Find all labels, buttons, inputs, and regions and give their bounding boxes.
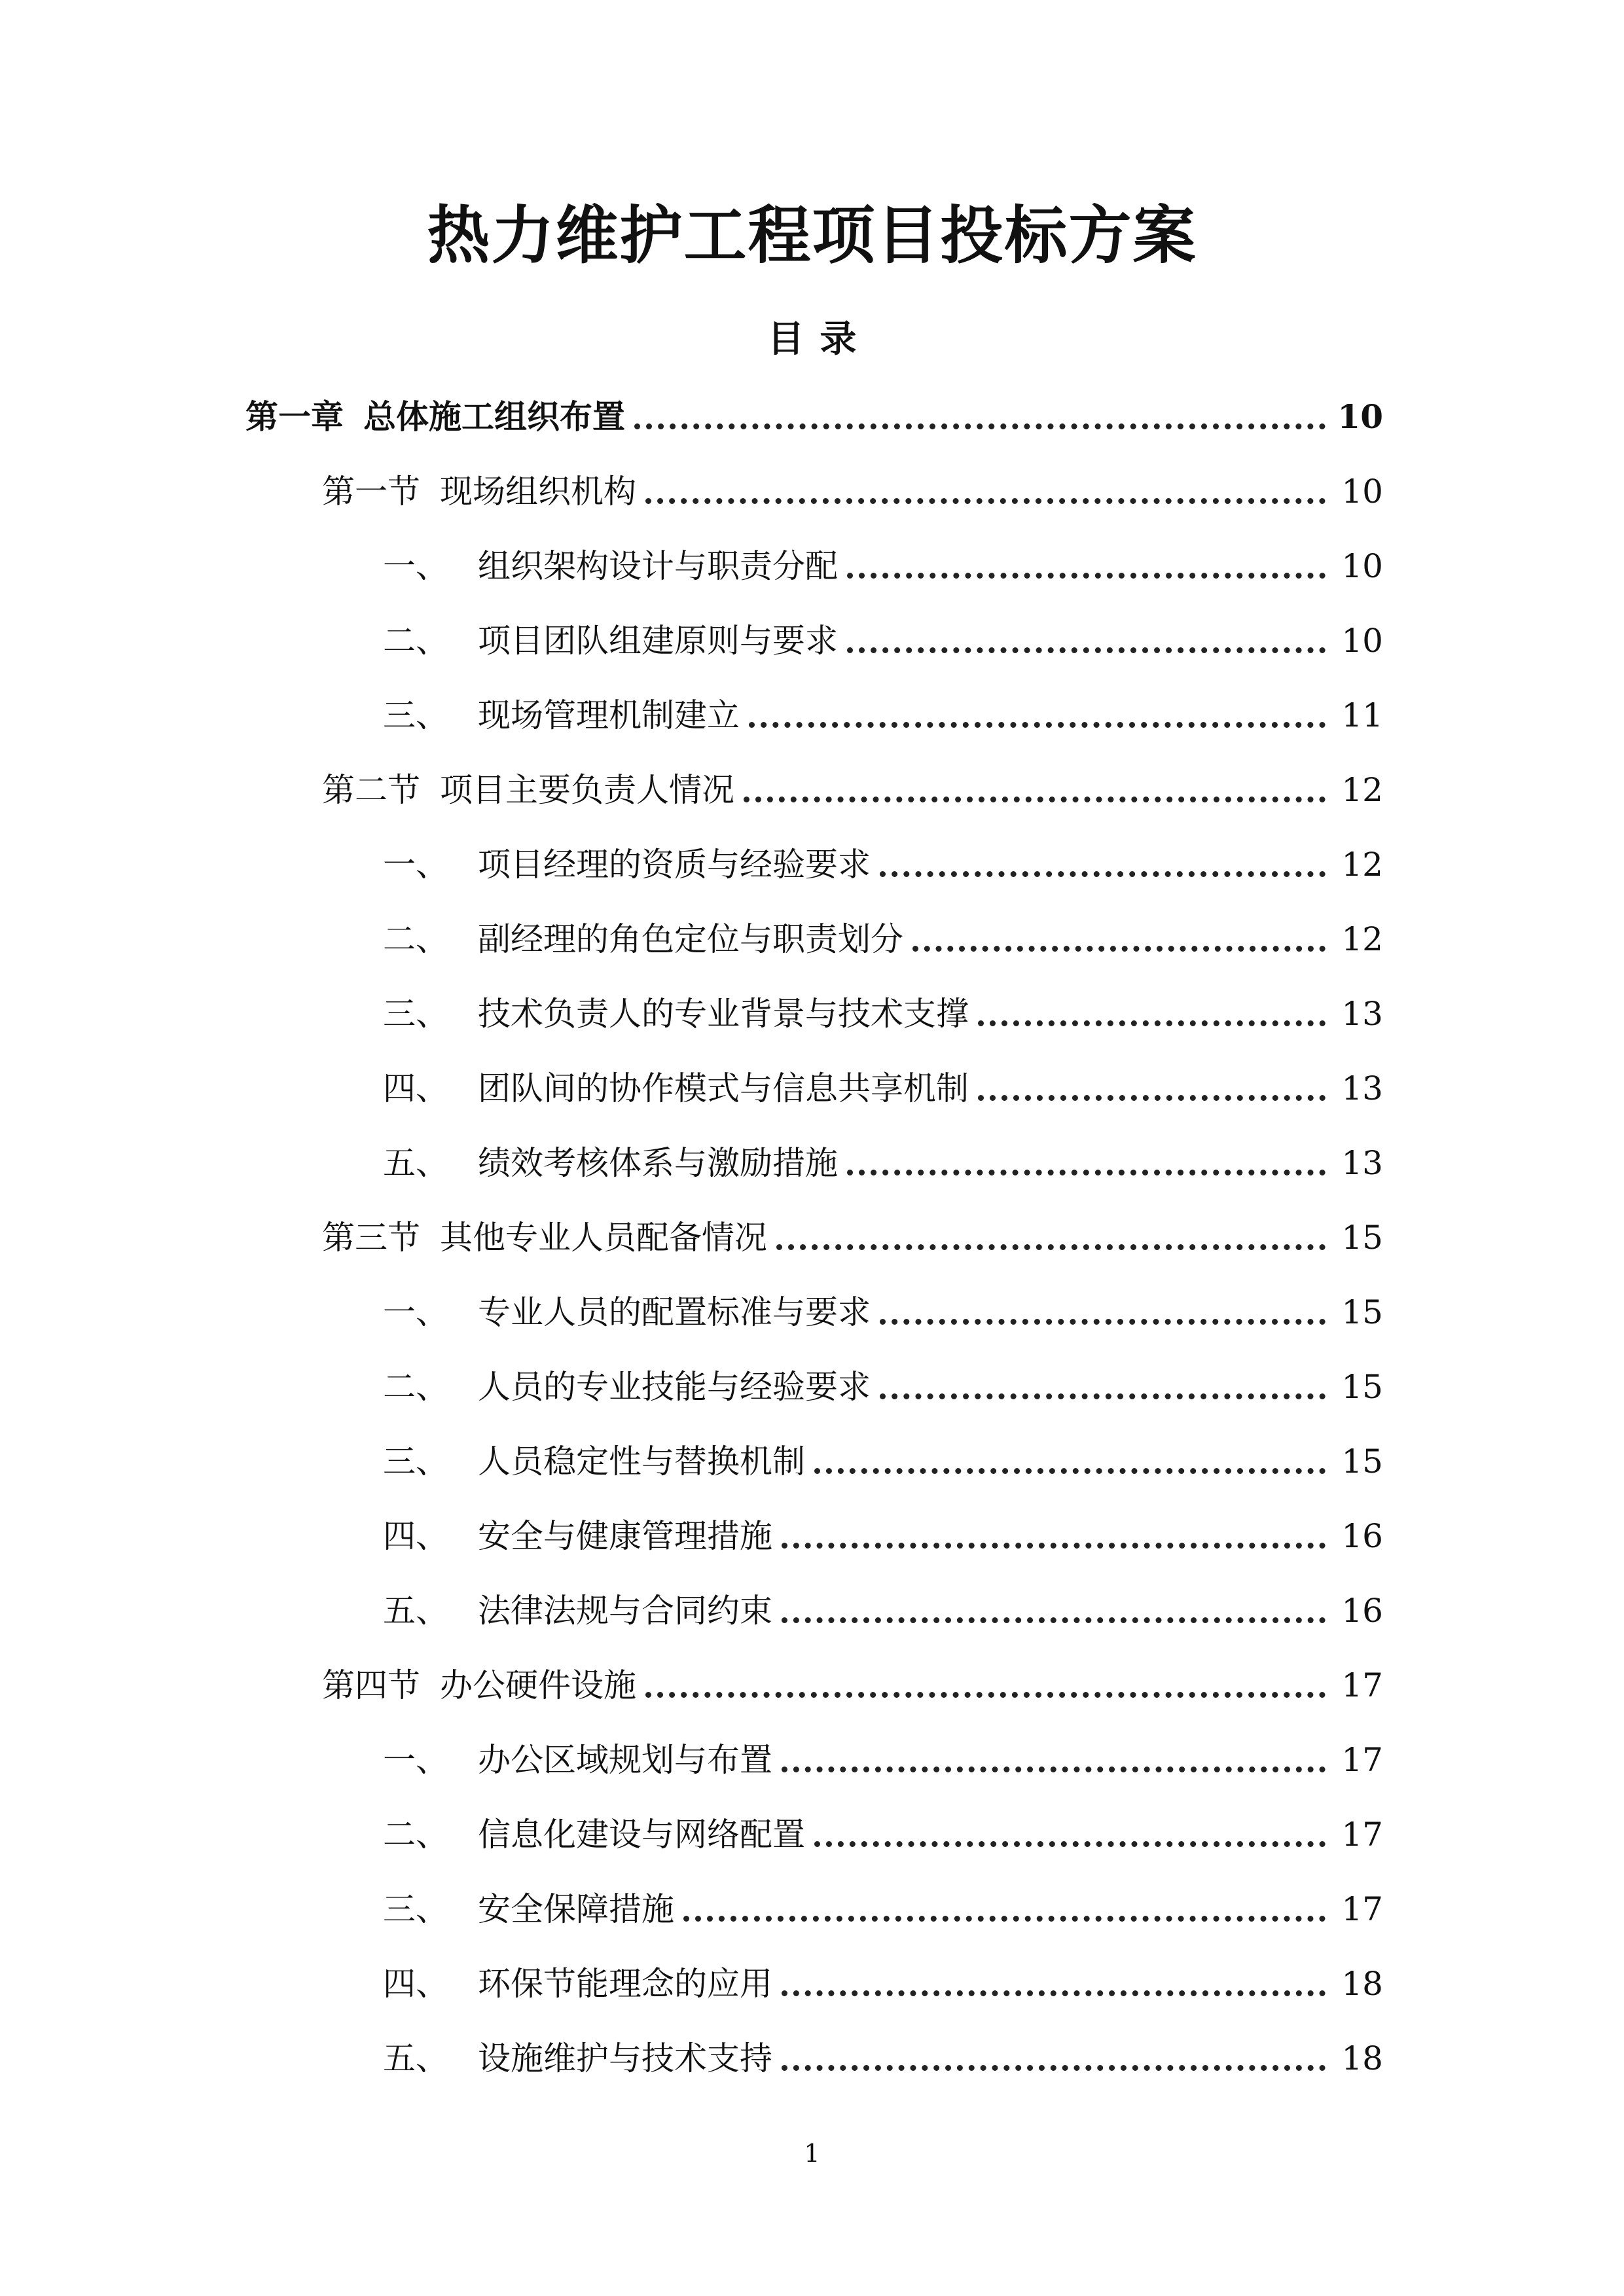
toc-entry-number: 五、 [383,2039,448,2077]
toc-chapter-entry[interactable] [0,380,1624,454]
toc-entry-title: 项目团队组建原则与要求 [478,622,838,660]
toc-entry-page-number: 10 [1341,473,1383,511]
toc-entry-label [383,1364,871,1410]
toc-entry-page-number: 15 [1341,1219,1383,1257]
toc-entry-title: 法律法规与合同约束 [478,1592,772,1630]
toc-entry-page-number: 16 [1341,1592,1383,1630]
toc-subsection-entry[interactable] [0,1350,1624,1424]
toc-entry-label [322,1662,636,1708]
toc-entry-number: 二、 [383,1816,448,1854]
toc-entry-number: 四、 [383,1517,448,1555]
toc-entry-title: 安全与健康管理措施 [478,1517,772,1555]
toc-entry-title: 总体施工组织布置 [363,397,625,436]
toc-entry-page-number: 12 [1341,846,1383,884]
dot-leader [782,1990,1326,1996]
toc-entry-page-number: 13 [1341,1144,1383,1182]
toc-entry-label [383,2036,772,2081]
toc-subsection-entry[interactable] [0,1499,1624,1573]
dot-leader [814,1468,1326,1474]
toc-entry-title: 副经理的角色定位与职责划分 [478,920,903,958]
toc-subsection-entry[interactable] [0,977,1624,1051]
toc-entry-label [383,1961,772,2007]
table-of-contents [0,380,1624,2096]
toc-subsection-entry[interactable] [0,529,1624,603]
toc-entry-page-number: 12 [1341,920,1383,958]
dot-leader [880,1319,1326,1325]
toc-entry-number: 五、 [383,1144,448,1182]
toc-entry-label [383,543,838,589]
toc-entry-label [383,1066,969,1111]
dot-leader [880,1393,1326,1399]
toc-entry-number: 一、 [383,1741,448,1779]
dot-leader [847,1170,1326,1175]
toc-entry-number: 四、 [383,1069,448,1107]
toc-entry-number: 一、 [383,846,448,884]
toc-entry-label [322,767,734,813]
toc-entry-title: 环保节能理念的应用 [478,1965,772,2003]
toc-section-entry[interactable] [0,454,1624,529]
toc-entry-number: 四、 [383,1965,448,2003]
toc-section-entry[interactable] [0,753,1624,827]
toc-subsection-entry[interactable] [0,1723,1624,1797]
toc-entry-title: 设施维护与技术支持 [478,2039,772,2077]
dot-leader [782,1617,1326,1623]
toc-entry-title: 其他专业人员配备情况 [440,1219,767,1257]
toc-section-entry[interactable] [0,1200,1624,1275]
toc-entry-label [383,1588,772,1634]
toc-entry-title: 绩效考核体系与激励措施 [478,1144,838,1182]
toc-entry-title: 技术负责人的专业背景与技术支撑 [478,995,969,1033]
toc-entry-number: 五、 [383,1592,448,1630]
toc-entry-title: 现场管理机制建立 [478,696,740,734]
toc-subsection-entry[interactable] [0,1051,1624,1126]
toc-entry-title: 办公区域规划与布置 [478,1741,772,1779]
toc-entry-title: 安全保障措施 [478,1890,674,1928]
dot-leader [634,423,1326,429]
toc-subsection-entry[interactable] [0,1946,1624,2021]
toc-entry-label [383,1513,772,1559]
toc-entry-number: 第四节 [322,1666,420,1704]
page-number: 1 [804,2139,820,2168]
toc-heading: 目录 [767,317,873,361]
toc-entry-page-number: 18 [1341,1965,1383,2003]
toc-entry-label [383,692,740,738]
toc-entry-page-number: 17 [1341,1741,1383,1779]
toc-entry-number: 第一章 [245,397,344,436]
toc-subsection-entry[interactable] [0,603,1624,678]
toc-entry-number: 三、 [383,1443,448,1480]
toc-entry-label [383,1140,838,1186]
dot-leader [847,647,1326,653]
toc-entry-number: 一、 [383,1293,448,1331]
toc-entry-title: 项目经理的资质与经验要求 [478,846,871,884]
dot-leader [782,1543,1326,1549]
dot-leader [912,946,1326,952]
dot-leader [782,1767,1326,1772]
dot-leader [744,797,1326,802]
dot-leader [776,1244,1326,1250]
toc-entry-title: 组织架构设计与职责分配 [478,547,838,585]
toc-entry-title: 项目主要负责人情况 [440,771,734,809]
toc-subsection-entry[interactable] [0,1275,1624,1350]
document-title: 热力维护工程项目投标方案 [427,198,1197,272]
toc-entry-page-number: 10 [1341,622,1383,660]
toc-entry-label [383,618,838,664]
toc-entry-number: 第一节 [322,473,420,511]
toc-entry-label [383,916,903,962]
toc-subsection-entry[interactable] [0,1872,1624,1946]
toc-entry-number: 三、 [383,1890,448,1928]
toc-entry-page-number: 16 [1341,1517,1383,1555]
dot-leader [645,498,1326,504]
dot-leader [683,1916,1326,1922]
toc-subsection-entry[interactable] [0,2021,1624,2096]
toc-entry-page-number: 17 [1341,1890,1383,1928]
toc-entry-title: 现场组织机构 [440,473,636,511]
toc-subsection-entry[interactable] [0,827,1624,902]
toc-subsection-entry[interactable] [0,678,1624,753]
toc-entry-label [245,394,625,440]
toc-entry-number: 一、 [383,547,448,585]
toc-entry-number: 二、 [383,622,448,660]
toc-entry-page-number: 10 [1337,397,1383,436]
toc-entry-title: 人员稳定性与替换机制 [478,1443,805,1480]
toc-entry-label [383,1289,871,1335]
toc-entry-label [383,1886,674,1932]
toc-entry-page-number: 15 [1341,1368,1383,1406]
toc-entry-number: 第三节 [322,1219,420,1257]
toc-entry-page-number: 17 [1341,1666,1383,1704]
toc-entry-label [322,1215,767,1261]
toc-entry-title: 信息化建设与网络配置 [478,1816,805,1854]
toc-entry-page-number: 10 [1341,547,1383,585]
dot-leader [749,722,1326,728]
toc-entry-label [383,991,969,1037]
toc-subsection-entry[interactable] [0,1573,1624,1648]
toc-entry-title: 团队间的协作模式与信息共享机制 [478,1069,969,1107]
toc-entry-number: 三、 [383,696,448,734]
dot-leader [978,1020,1326,1026]
toc-entry-label [322,469,636,514]
toc-entry-page-number: 11 [1341,696,1383,734]
toc-subsection-entry[interactable] [0,1126,1624,1200]
toc-entry-page-number: 12 [1341,771,1383,809]
dot-leader [978,1095,1326,1101]
toc-entry-page-number: 15 [1341,1293,1383,1331]
toc-entry-page-number: 18 [1341,2039,1383,2077]
dot-leader [880,871,1326,877]
toc-entry-page-number: 15 [1341,1443,1383,1480]
toc-entry-page-number: 13 [1341,1069,1383,1107]
toc-subsection-entry[interactable] [0,1424,1624,1499]
toc-entry-label [383,1812,805,1857]
toc-section-entry[interactable] [0,1648,1624,1723]
toc-entry-number: 第二节 [322,771,420,809]
toc-entry-label [383,1737,772,1783]
dot-leader [782,2065,1326,2071]
toc-entry-number: 二、 [383,920,448,958]
toc-entry-title: 办公硬件设施 [440,1666,636,1704]
toc-subsection-entry[interactable] [0,1797,1624,1872]
toc-entry-title: 专业人员的配置标准与要求 [478,1293,871,1331]
dot-leader [814,1841,1326,1847]
toc-entry-label [383,842,871,888]
toc-entry-title: 人员的专业技能与经验要求 [478,1368,871,1406]
toc-entry-number: 二、 [383,1368,448,1406]
toc-subsection-entry[interactable] [0,902,1624,977]
dot-leader [645,1692,1326,1698]
toc-entry-page-number: 17 [1341,1816,1383,1854]
toc-entry-number: 三、 [383,995,448,1033]
toc-entry-page-number: 13 [1341,995,1383,1033]
toc-entry-label [383,1439,805,1484]
dot-leader [847,573,1326,579]
